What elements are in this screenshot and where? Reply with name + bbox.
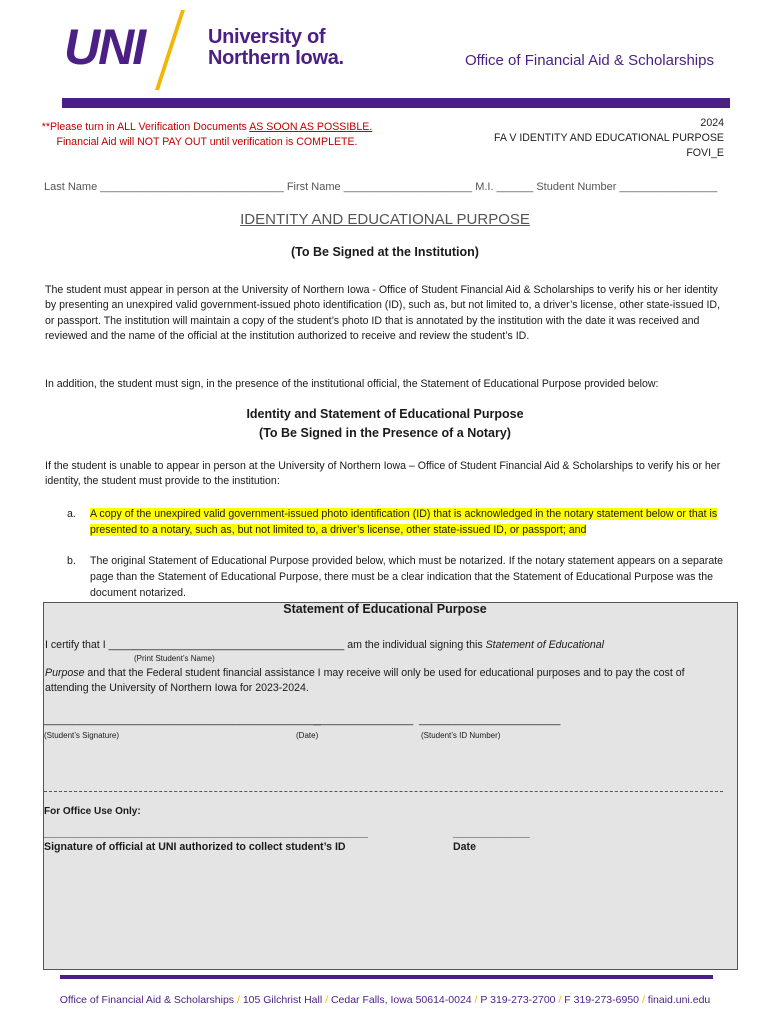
- form-identifier: [494, 116, 724, 161]
- footer-website[interactable]: finaid.uni.edu: [647, 994, 711, 1006]
- student-date-field[interactable]: _________________: [313, 714, 414, 726]
- form-name: FA V IDENTITY AND EDUCATIONAL PURPOSE: [494, 132, 724, 144]
- list-item-text-b: The original Statement of Educational Purpose provided below, which must be notarized. If the notary statement appears on a separate page than the Statement of Educational Purpose, there must be a clear indication that the Statement of Educational Purpose was the document notarized.: [90, 555, 724, 599]
- office-use-heading: For Office Use Only:: [44, 806, 141, 817]
- office-header: Office of Financial Aid & Scholarships: [464, 52, 714, 69]
- list-item-text-a: [90, 506, 730, 538]
- footer-separator: /: [641, 994, 645, 1006]
- university-name: [208, 27, 344, 69]
- student-signature-label: (Student’s Signature): [44, 731, 120, 740]
- form-code: FOVI_E: [686, 147, 724, 159]
- certify-italic-2: Purpose: [45, 667, 85, 679]
- official-signature-label: Signature of official at UNI authorized to collect student’s ID: [44, 841, 346, 853]
- list-item: [67, 553, 730, 601]
- certify-line[interactable]: [45, 638, 730, 653]
- page-title: IDENTITY AND EDUCATIONAL PURPOSE: [240, 211, 530, 228]
- notary-title-line2: (To Be Signed in the Presence of a Notary): [259, 426, 511, 440]
- highlighted-text: A copy of the unexpired valid government-issued photo identification (ID) that is acknowledged in the notary statement below or that is presented to a notary, such as, but not limited to, a driver’s license, other state-issued ID, or passport; and: [90, 508, 718, 536]
- notice-prefix: **Please turn in ALL Verification Documents: [41, 121, 250, 133]
- footer-city: Cedar Falls, Iowa 50614-0024: [330, 994, 472, 1006]
- university-name-line2: Northern Iowa.: [208, 47, 344, 69]
- student-date-label: (Date): [296, 731, 319, 740]
- office-use-divider: [44, 791, 723, 792]
- notary-title-line1: Identity and Statement of Educational Purpose: [246, 407, 524, 421]
- notary-section-title: [0, 405, 770, 443]
- footer-separator: /: [325, 994, 329, 1006]
- list-marker: a.: [67, 508, 76, 520]
- notice-emphasis: AS SOON AS POSSIBLE.: [249, 121, 373, 133]
- student-id-label: (Student’s ID Number): [421, 731, 501, 740]
- certify-rest: and that the Federal student financial assistance I may receive will only be used for educational purposes and to pay the cost of attending the University of Northern Iowa for 2023-2024.: [45, 667, 685, 695]
- student-id-field[interactable]: ________________________: [419, 714, 561, 726]
- student-signature-field[interactable]: _______________________________________________: [44, 714, 321, 726]
- form-year: 2024: [700, 117, 724, 129]
- list-item: [67, 506, 730, 538]
- footer-office: Office of Financial Aid & Scholarships: [59, 994, 235, 1006]
- footer-separator: /: [236, 994, 240, 1006]
- certify-italic-1: Statement of Educational: [485, 639, 604, 651]
- footer-phone: P 319-273-2700: [480, 994, 556, 1006]
- student-name-fields[interactable]: Last Name ______________________________ First Name _____________________ M.I. ______ Student Number ________________: [44, 181, 718, 193]
- official-date-field[interactable]: _____________: [453, 827, 530, 839]
- notice-line2: Financial Aid will NOT PAY OUT until verification is COMPLETE.: [56, 136, 358, 148]
- official-signature-field[interactable]: _______________________________________________________: [44, 827, 369, 839]
- print-name-label: (Print Student’s Name): [134, 654, 215, 663]
- notary-intro-paragraph: If the student is unable to appear in person at the University of Northern Iowa – Office of Student Financial Aid & Scholarships to verify his or her identity, the student must provide to the institution:: [45, 460, 721, 488]
- page-subtitle: (To Be Signed at the Institution): [291, 245, 479, 259]
- footer-address: 105 Gilchrist Hall: [242, 994, 323, 1006]
- verification-notice: [32, 120, 382, 150]
- university-name-line1: University of: [208, 26, 326, 48]
- certify-body: [45, 666, 730, 697]
- footer-fax: F 319-273-6950: [564, 994, 640, 1006]
- certify-prefix: I certify that I ________________________________________ am the individual signing this: [45, 639, 486, 651]
- logo-slash-divider: [155, 10, 185, 90]
- header-bar: [62, 98, 730, 108]
- footer-separator: /: [474, 994, 478, 1006]
- footer-contact: [0, 994, 770, 1006]
- official-date-label: Date: [453, 841, 476, 853]
- uni-logo-wordmark: UNI: [64, 19, 145, 75]
- sign-statement-paragraph: In addition, the student must sign, in the presence of the institutional official, the Statement of Educational Purpose provided below:: [45, 378, 659, 390]
- notice-line1: [32, 120, 382, 135]
- statement-title: Statement of Educational Purpose: [283, 602, 487, 616]
- footer-separator: /: [558, 994, 562, 1006]
- list-marker: b.: [67, 555, 76, 567]
- footer-bar: [60, 975, 713, 979]
- in-person-paragraph: The student must appear in person at the University of Northern Iowa - Office of Student Financial Aid & Scholarships to verify his or her identity by presenting an unexpired valid government-issued photo identification (ID), such as, but not limited to, a driver’s license, other state-issued ID, or passport. The institution will maintain a copy of the student’s photo ID that is annotated by the institution with the date it was received and reviewed and the name of the official at the institution authorized to receive and review the student’s ID.: [45, 284, 721, 343]
